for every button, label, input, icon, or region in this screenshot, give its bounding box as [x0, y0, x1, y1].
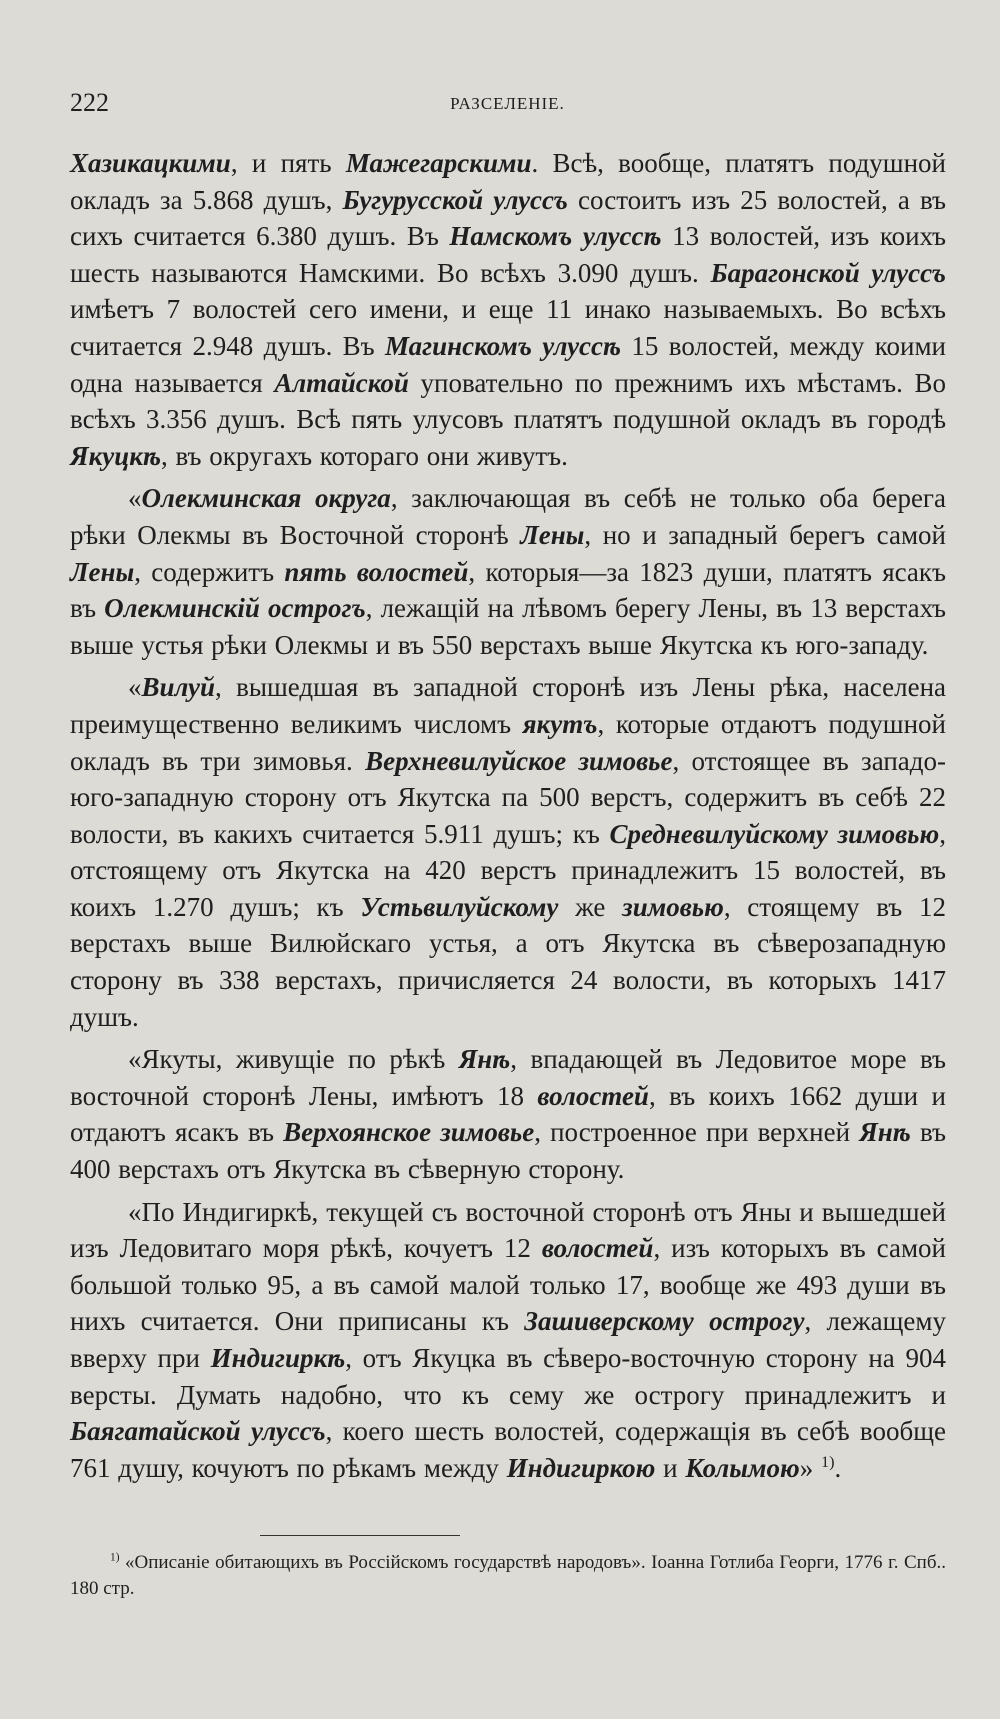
running-title: РАЗСЕЛЕНІЕ.	[450, 94, 565, 113]
emphasized-term: Олекминская округа	[141, 483, 391, 514]
text-run: , лежащій на лѣвомъ берегу Лены, въ 13 верстахъ выше устья рѣки Олекмы и въ 550 верстахъ выше Якутска къ юго-западу.	[70, 593, 946, 660]
emphasized-term: Хазикацкими	[70, 148, 231, 178]
emphasized-term: Баягатайской улуссъ	[70, 1416, 326, 1447]
text-run: «	[128, 672, 142, 703]
text-run: , въ коихъ 1662 души и отдаютъ ясакъ въ	[70, 1080, 947, 1148]
text-run: , отстоящее въ западо-юго-западную сторону отъ Якутска па 500 верстъ, содержитъ въ себѣ 22 волости, въ какихъ считается 5.911 душъ; къ	[70, 745, 946, 849]
text-run: , стоящему въ 12 верстахъ выше Вилюйскаго устья, а отъ Якутска въ сѣверозападную сторону въ 338 верстахъ, причисляется 24 волости, въ которыхъ 1417 душъ.	[70, 891, 946, 1032]
footnote-ref: 1)	[820, 1452, 835, 1471]
text-run: , заключающая въ себѣ не только оба берега рѣки Олекмы въ Восточной сторонѣ	[70, 483, 946, 550]
text-run: , построенное при верхней	[534, 1117, 860, 1148]
text-run: , въ округахъ котораго они живутъ.	[160, 440, 568, 471]
text-run: , которыя—за 1823 души, платятъ ясакъ въ	[70, 556, 946, 624]
emphasized-term: Верхоянское зимовье	[283, 1117, 535, 1148]
emphasized-term: Устьвилуйскому	[360, 891, 559, 922]
paragraph	[70, 1041, 946, 1187]
emphasized-term: Намскомъ улуссѣ	[449, 221, 662, 252]
emphasized-term: якутъ	[522, 708, 598, 739]
text-run: 15 волостей, между коими одна называется	[70, 330, 946, 398]
footnote-text: «Описаніе обитающихъ въ Россійскомъ государствѣ народовъ». Іоанна Готлиба Георги, 1776 г. Спб.. 180 стр.	[70, 1552, 946, 1599]
emphasized-term: Индигиркѣ	[210, 1343, 346, 1373]
emphasized-term: Средневилуйскому зимовью	[609, 818, 940, 849]
text-run: , и пять	[230, 148, 346, 178]
text-run: уповательно по прежнимъ ихъ мѣстамъ. Во всѣхъ 3.356 душъ. Всѣ пять улусовъ платятъ подушной окладъ въ городѣ	[70, 367, 946, 435]
emphasized-term: Зашиверскому острогу	[524, 1306, 805, 1337]
emphasized-term: Якуцкѣ	[70, 440, 161, 471]
text-run: и	[655, 1452, 686, 1483]
emphasized-term: пять волостей	[284, 556, 469, 587]
footnote-divider	[260, 1535, 460, 1536]
paragraph	[70, 145, 946, 474]
text-run: же	[558, 891, 623, 922]
text-run: , изъ которыхъ въ самой большой только 95, а въ самой малой только 17, вообще же 493 души въ нихъ считается. Они приписаны къ	[70, 1233, 946, 1337]
text-run: , лежащему вверху при	[70, 1306, 946, 1373]
text-run: .	[834, 1452, 842, 1483]
emphasized-term: Мажегарскими	[345, 148, 532, 178]
emphasized-term: волостей	[537, 1080, 649, 1111]
text-run: . Всѣ, вообще, платятъ подушной окладъ за 5.868 душъ,	[70, 148, 946, 215]
paragraph	[70, 669, 946, 1035]
text-run: »	[799, 1452, 821, 1483]
text-run: , вышедшая въ западной сторонѣ изъ Лены рѣка, населена преимущественно великимъ числомъ	[70, 672, 946, 739]
text-run: «По Индигиркѣ, текущей съ восточной сторонѣ отъ Яны и вышедшей изъ Ледовитаго моря рѣкѣ, кочуетъ 12	[70, 1196, 946, 1264]
footnotes	[70, 1550, 946, 1602]
paragraph	[70, 480, 946, 663]
emphasized-term: Янѣ	[859, 1117, 911, 1148]
text-run: , которые отдаютъ подушной окладъ въ три зимовья.	[70, 708, 946, 776]
emphasized-term: Янѣ	[458, 1044, 511, 1075]
footnote-marker: 1)	[110, 1551, 120, 1564]
emphasized-term: Колымою	[685, 1452, 800, 1483]
text-run: «	[128, 483, 142, 514]
emphasized-term: Индигиркою	[506, 1452, 656, 1483]
footnote	[70, 1550, 946, 1602]
text-run: , впадающей въ Ледовитое море въ восточной сторонѣ Лены, имѣютъ 18	[70, 1044, 947, 1111]
emphasized-term: Вилуй	[141, 672, 216, 703]
emphasized-term: Лены	[70, 556, 135, 587]
text-run: состоитъ изъ 25 волостей, а въ сихъ считается 6.380 душъ. Въ	[70, 184, 947, 252]
emphasized-term: Олекминскій острогъ	[104, 593, 366, 624]
emphasized-term: волостей	[541, 1233, 654, 1264]
text-run: , содержитъ	[134, 556, 285, 587]
emphasized-term: Лены	[520, 519, 585, 550]
body-text	[70, 145, 946, 1486]
text-run: , коего шесть волостей, содержащія въ себѣ вообще 761 душу, кочуютъ по рѣкамъ между	[70, 1416, 946, 1483]
page-header	[70, 88, 945, 128]
text-run: 13 волостей, изъ коихъ шесть называются Намскими. Во всѣхъ 3.090 душъ.	[70, 221, 946, 288]
text-run: , отстоящему отъ Якутска на 420 верстъ принадлежитъ 15 волостей, въ коихъ 1.270 душъ; къ	[70, 818, 946, 922]
emphasized-term: Барагонской улуссъ	[710, 257, 946, 288]
text-run: , отъ Якуцка въ сѣверо-восточную сторону на 904 версты. Думать надобно, что къ сему же острогу принадлежитъ и	[70, 1343, 946, 1410]
emphasized-term: Алтайской	[274, 367, 409, 398]
text-run: «Якуты, живущіе по рѣкѣ	[128, 1044, 459, 1075]
emphasized-term: Магинскомъ улуссѣ	[385, 330, 622, 361]
text-run: имѣетъ 7 волостей сего имени, и еще 11 инако называемыхъ. Во всѣхъ считается 2.948 душъ. Въ	[70, 294, 946, 361]
text-run: въ 400 верстахъ отъ Якутска въ сѣверную сторону.	[70, 1117, 946, 1185]
paragraph	[70, 1194, 946, 1487]
emphasized-term: зимовью	[622, 891, 724, 922]
text-run: , но и западный берегъ самой	[584, 519, 946, 550]
emphasized-term: Верхневилуйское зимовье	[365, 745, 673, 776]
emphasized-term: Бугурусской улуссъ	[342, 184, 568, 215]
page-number: 222	[70, 88, 109, 117]
